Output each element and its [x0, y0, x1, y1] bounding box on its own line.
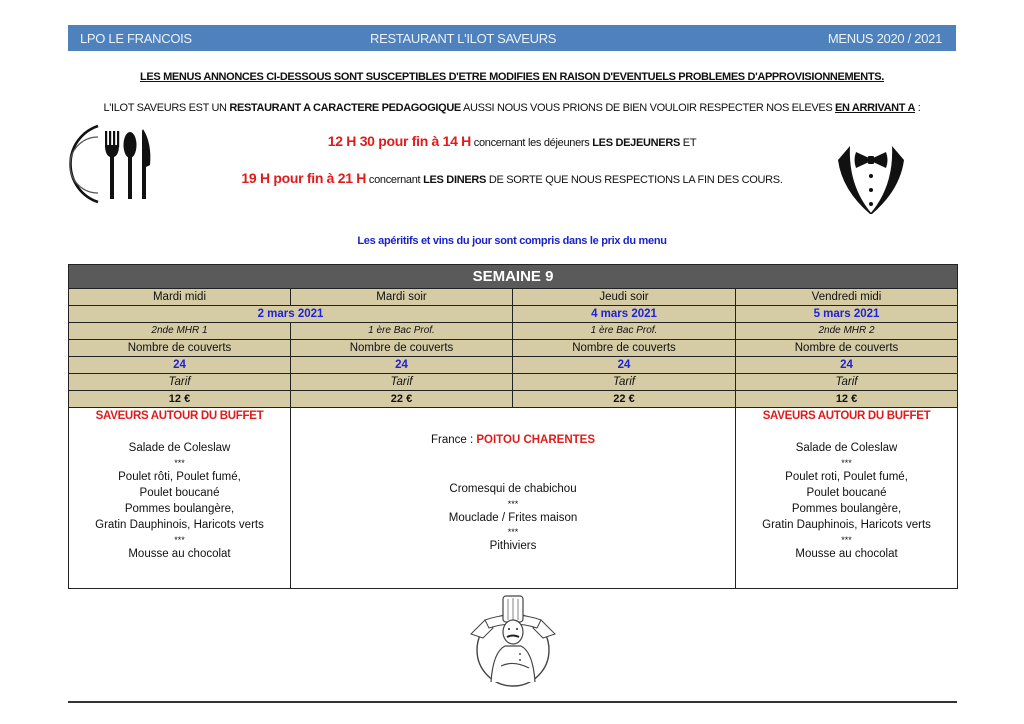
notice-bold: RESTAURANT A CARACTERE PEDAGOGIQUE — [229, 102, 461, 114]
footer-divider — [68, 701, 957, 703]
restaurant-name: RESTAURANT L'ILOT SAVEURS — [370, 31, 557, 46]
date-cell: 4 mars 2021 — [513, 306, 736, 323]
menu-separator: *** — [841, 457, 852, 468]
school-name: LPO LE FRANCOIS — [80, 31, 192, 46]
tarif-label: Tarif — [69, 374, 291, 391]
aperitif-note: Les apéritifs et vins du jour sont compris dans le prix du menu — [357, 235, 667, 247]
menu-dessert: Mousse au chocolat — [128, 547, 231, 560]
lunch-time: 12 H 30 pour fin à 14 H — [327, 133, 471, 149]
menu-dessert: Mousse au chocolat — [795, 547, 898, 560]
chef-illustration — [463, 590, 563, 690]
menu-separator: *** — [174, 457, 185, 468]
menu-main: Poulet boucané — [806, 486, 887, 499]
week-title: SEMAINE 9 — [69, 265, 958, 289]
menu-tuesday-lunch — [69, 408, 291, 589]
week-menu-table — [68, 264, 958, 589]
schedule-text: ET — [680, 137, 697, 149]
price-row — [69, 391, 958, 408]
covers-value: 24 — [513, 357, 736, 374]
class-label: 1 ère Bac Prof. — [291, 323, 513, 340]
covers-row — [69, 357, 958, 374]
menu-friday-lunch — [736, 408, 958, 589]
covers-value: 24 — [69, 357, 291, 374]
price-value: 12 € — [69, 391, 291, 408]
schedule-text: DE SORTE QUE NOUS RESPECTIONS LA FIN DES COURS. — [486, 174, 783, 186]
class-row — [69, 323, 958, 340]
menu-main: Poulet boucané — [139, 486, 220, 499]
notice-text: : — [915, 102, 921, 114]
menu-evening — [291, 408, 736, 589]
menu-main: Mouclade / Frites maison — [448, 511, 578, 524]
header-bar — [68, 25, 956, 51]
dinner-time: 19 H pour fin à 21 H — [241, 170, 367, 186]
covers-label: Nombre de couverts — [513, 340, 736, 357]
menu-region-line — [291, 432, 735, 448]
menu-side: Gratin Dauphinois, Haricots verts — [95, 519, 264, 532]
menu-side: Pommes boulangère, — [791, 503, 902, 516]
menu-season: MENUS 2020 / 2021 — [827, 31, 942, 46]
notice-text: L'ILOT SAVEURS EST UN — [103, 102, 230, 114]
covers-value: 24 — [291, 357, 513, 374]
menu-theme: SAVEURS AUTOUR DU BUFFET — [95, 410, 264, 422]
menu-separator: *** — [507, 498, 519, 509]
menu-side: Gratin Dauphinois, Haricots verts — [762, 519, 931, 532]
service-label: Mardi midi — [69, 289, 291, 306]
price-value: 22 € — [291, 391, 513, 408]
covers-label: Nombre de couverts — [736, 340, 958, 357]
tarif-label: Tarif — [513, 374, 736, 391]
class-label: 2nde MHR 1 — [69, 323, 291, 340]
week-title-row — [69, 265, 958, 289]
class-label: 1 ère Bac Prof. — [513, 323, 736, 340]
supply-notice: LES MENUS ANNONCES CI-DESSOUS SONT SUSCEPTIBLES D'ETRE MODIFIES EN RAISON D'EVENTUELS PROBLEMES D'APPROVISIONNEMENTS. — [140, 71, 884, 83]
class-label: 2nde MHR 2 — [736, 323, 958, 340]
menu-separator: *** — [174, 534, 185, 545]
menu-main: Poulet roti, Poulet fumé, — [785, 470, 908, 483]
date-cell: 2 mars 2021 — [69, 306, 513, 323]
date-row — [69, 306, 958, 323]
notice-text: AUSSI NOUS VOUS PRIONS DE BIEN VOULOIR RESPECTER NOS ELEVES — [460, 102, 836, 114]
menu-dessert: Pithiviers — [489, 539, 537, 552]
covers-label-row — [69, 340, 958, 357]
tarif-label: Tarif — [291, 374, 513, 391]
covers-value: 24 — [736, 357, 958, 374]
menu-row — [69, 408, 958, 589]
menu-separator: *** — [841, 534, 852, 545]
date-cell: 5 mars 2021 — [736, 306, 958, 323]
schedule-bold: LES DINERS — [423, 174, 487, 186]
tarif-label: Tarif — [736, 374, 958, 391]
menu-main: Poulet rôti, Poulet fumé, — [118, 470, 241, 483]
menu-separator: *** — [507, 526, 519, 537]
menu-region: POITOU CHARENTES — [476, 434, 596, 446]
service-label: Vendredi midi — [736, 289, 958, 306]
menu-side: Pommes boulangère, — [124, 503, 235, 516]
menu-starter: Cromesqui de chabichou — [449, 483, 577, 496]
schedule-bold: LES DEJEUNERS — [592, 137, 681, 149]
service-label: Mardi soir — [291, 289, 513, 306]
price-value: 22 € — [513, 391, 736, 408]
notice-underline: EN ARRIVANT A — [835, 102, 916, 114]
tuxedo-bowtie-icon — [836, 138, 906, 216]
service-label: Jeudi soir — [513, 289, 736, 306]
pedagogic-notice — [0, 102, 1024, 114]
schedule-text: concernant les déjeuners — [471, 137, 593, 149]
covers-label: Nombre de couverts — [291, 340, 513, 357]
menu-starter: Salade de Coleslaw — [795, 442, 898, 455]
service-row — [69, 289, 958, 306]
covers-label: Nombre de couverts — [69, 340, 291, 357]
menu-starter: Salade de Coleslaw — [128, 442, 231, 455]
tarif-label-row — [69, 374, 958, 391]
menu-country: France : — [430, 434, 477, 446]
schedule-text: concernant — [366, 174, 424, 186]
menu-theme: SAVEURS AUTOUR DU BUFFET — [762, 410, 931, 422]
price-value: 12 € — [736, 391, 958, 408]
